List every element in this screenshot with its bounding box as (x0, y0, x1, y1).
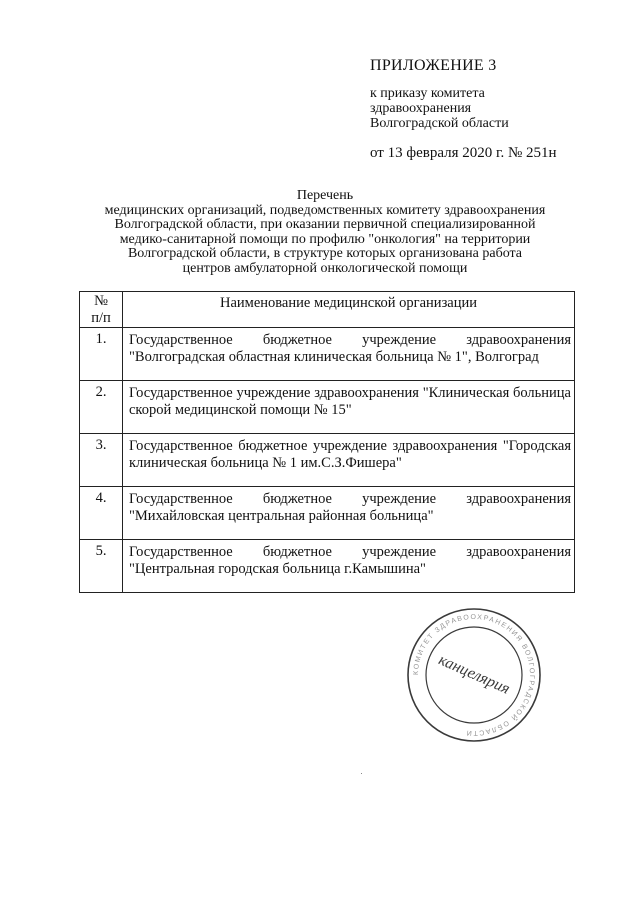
row-organization-name: Государственное бюджетное учреждение здравоохранения "Михайловская центральная районная больница" (123, 487, 575, 540)
document-heading (70, 189, 580, 277)
heading-line-6: центров амбулаторной онкологической помощи (182, 260, 468, 276)
header-number-abbr: п/п (91, 310, 111, 326)
table-row (80, 540, 575, 593)
scan-speck (361, 773, 362, 774)
table-header-row (80, 292, 575, 328)
heading-line-3: Волгоградской области, при оказании первичной специализированной (114, 217, 536, 233)
office-stamp (404, 605, 544, 745)
row-organization-name: Государственное бюджетное учреждение здравоохранения "Волгоградская областная клиническая больница № 1", Волгоград (123, 328, 575, 381)
header-number-symbol: № (94, 293, 108, 309)
heading-line-4: медико-санитарной помощи по профилю "онкология" на территории (119, 231, 531, 247)
row-number: 3. (80, 434, 123, 487)
row-number: 5. (80, 540, 123, 593)
header-number (80, 292, 123, 328)
stamp-ring-text: КОМИТЕТ ЗДРАВООХРАНЕНИЯ ВОЛГОГРАДСКОЙ ОБЛАСТИ (412, 613, 536, 737)
heading-line-2: медицинских организаций, подведомственных комитету здравоохранения (104, 202, 546, 218)
heading-line-5: Волгоградской области, в структуре которых организована работа (127, 246, 523, 262)
table-row (80, 487, 575, 540)
table-row (80, 434, 575, 487)
appendix-title: ПРИЛОЖЕНИЕ 3 (370, 57, 497, 74)
header-name: Наименование медицинской организации (123, 292, 575, 328)
stamp-center-text: канцелярия (436, 651, 513, 698)
row-number: 1. (80, 328, 123, 381)
row-number: 4. (80, 487, 123, 540)
appendix-block (370, 58, 557, 161)
appendix-line-3: Волгоградской области (370, 116, 509, 131)
appendix-line-1: к приказу комитета (370, 86, 485, 101)
row-organization-name: Государственное бюджетное учреждение здравоохранения "Городская клиническая больница № 1 им.С.З.Фишера" (123, 434, 575, 487)
organizations-table (79, 291, 575, 593)
appendix-line-2: здравоохранения (370, 101, 472, 116)
row-organization-name: Государственное бюджетное учреждение здравоохранения "Центральная городская больница г.Камышина" (123, 540, 575, 593)
table-row (80, 328, 575, 381)
appendix-date: от 13 февраля 2020 г. № 251н (370, 145, 557, 161)
row-number: 2. (80, 381, 123, 434)
row-organization-name: Государственное учреждение здравоохранения "Клиническая больница скорой медицинской помощи № 15" (123, 381, 575, 434)
heading-line-1: Перечень (296, 188, 354, 203)
table-row (80, 381, 575, 434)
